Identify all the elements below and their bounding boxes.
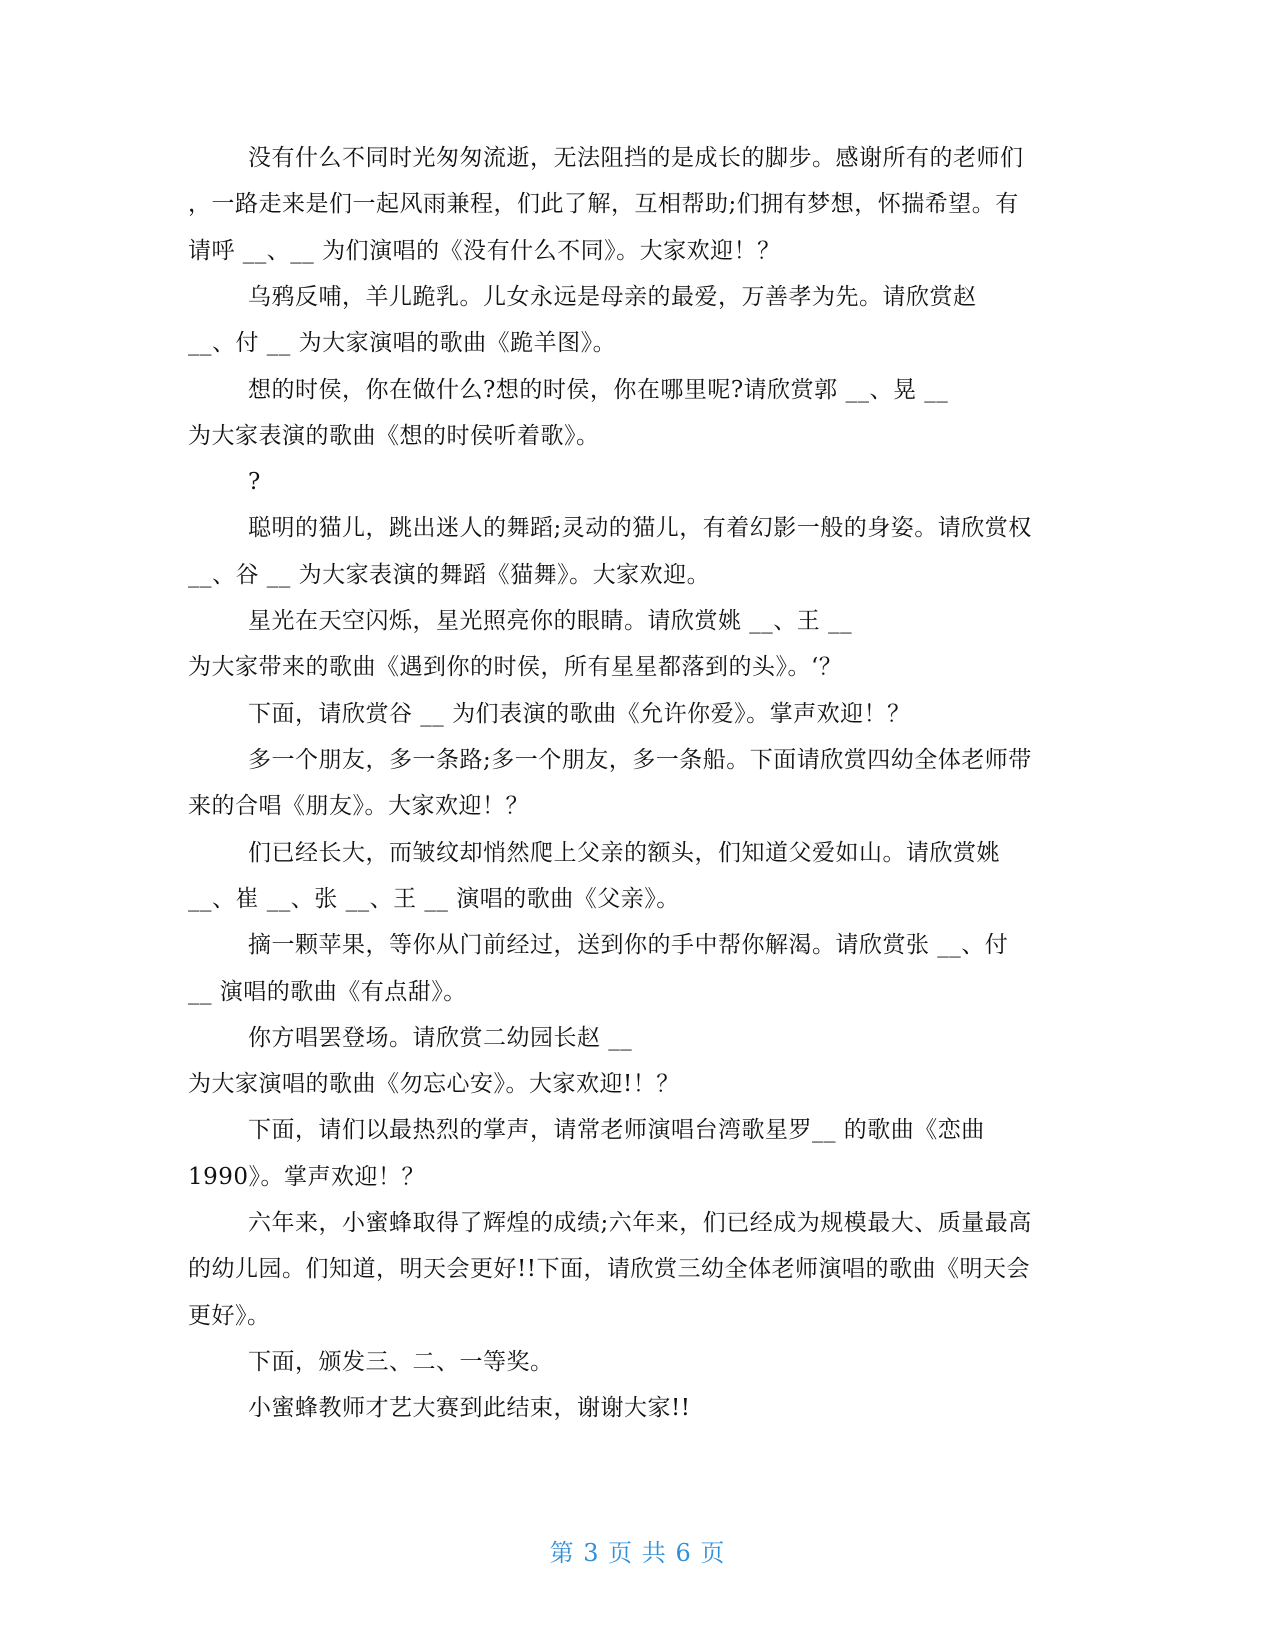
text-line: 乌鸦反哺，羊儿跪乳。儿女永远是母亲的最爱，万善孝为先。请欣赏赵 <box>248 284 977 310</box>
text-line: __、崔 __、张 __、王 __ 演唱的歌曲《父亲》。 <box>188 886 680 912</box>
text-line: 的幼儿园。们知道，明天会更好!!下面，请欣赏三幼全体老师演唱的歌曲《明天会 <box>188 1256 1030 1282</box>
text-line: 请呼 __、__ 为们演唱的《没有什么不同》。大家欢迎！？ <box>188 238 781 264</box>
text-line: 为大家演唱的歌曲《勿忘心安》。大家欢迎!！？ <box>188 1071 680 1097</box>
text-line: 聪明的猫儿，跳出迷人的舞蹈;灵动的猫儿，有着幻影一般的身姿。请欣赏权 <box>248 515 1032 541</box>
text-line: __、谷 __ 为大家表演的舞蹈《猫舞》。大家欢迎。 <box>188 562 711 588</box>
text-line: 想的时侯，你在做什么?想的时侯，你在哪里呢?请欣赏郭 __、晃 __ <box>248 377 949 403</box>
text-line: 来的合唱《朋友》。大家欢迎！？ <box>188 793 529 819</box>
text-line: __、付 __ 为大家演唱的歌曲《跪羊图》。 <box>188 330 617 356</box>
text-line: 下面，颁发三、二、一等奖。 <box>248 1349 554 1375</box>
text-line: 1990》。掌声欢迎！？ <box>188 1164 426 1190</box>
text-line: __ 演唱的歌曲《有点甜》。 <box>188 979 467 1005</box>
page-number-footer: 第 3 页 共 6 页 <box>549 1539 726 1567</box>
text-line: 更好》。 <box>188 1303 271 1329</box>
text-line: 多一个朋友，多一条路;多一个朋友，多一条船。下面请欣赏四幼全体老师带 <box>248 747 1032 773</box>
text-line: 没有什么不同时光匆匆流逝，无法阻挡的是成长的脚步。感谢所有的老师们 <box>248 145 1024 171</box>
text-line: 们已经长大，而皱纹却悄然爬上父亲的额头，们知道父爱如山。请欣赏姚 <box>248 840 1000 866</box>
text-line: 星光在天空闪烁，星光照亮你的眼睛。请欣赏姚 __、王 __ <box>248 608 853 634</box>
text-line: 下面，请欣赏谷 __ 为们表演的歌曲《允许你爱》。掌声欢迎！？ <box>248 701 911 727</box>
text-line: ? <box>248 469 261 495</box>
text-line: 你方唱罢登场。请欣赏二幼园长赵 __ <box>248 1025 633 1051</box>
text-line: 六年来，小蜜蜂取得了辉煌的成绩;六年来，们已经成为规模最大、质量最高 <box>248 1210 1032 1236</box>
text-line: 为大家表演的歌曲《想的时侯听着歌》。 <box>188 423 600 449</box>
text-line: 下面，请们以最热烈的掌声，请常老师演唱台湾歌星罗__ 的歌曲《恋曲 <box>248 1117 985 1143</box>
text-line: ，一路走来是们一起风雨兼程，们此了解，互相帮助;们拥有梦想，怀揣希望。有 <box>188 191 1019 217</box>
text-line: 小蜜蜂教师才艺大赛到此结束，谢谢大家!! <box>248 1395 691 1421</box>
text-line: 摘一颗苹果，等你从门前经过，送到你的手中帮你解渴。请欣赏张 __、付 <box>248 932 1009 958</box>
text-line: 为大家带来的歌曲《遇到你的时侯，所有星星都落到的头》。‘？ <box>188 654 843 680</box>
